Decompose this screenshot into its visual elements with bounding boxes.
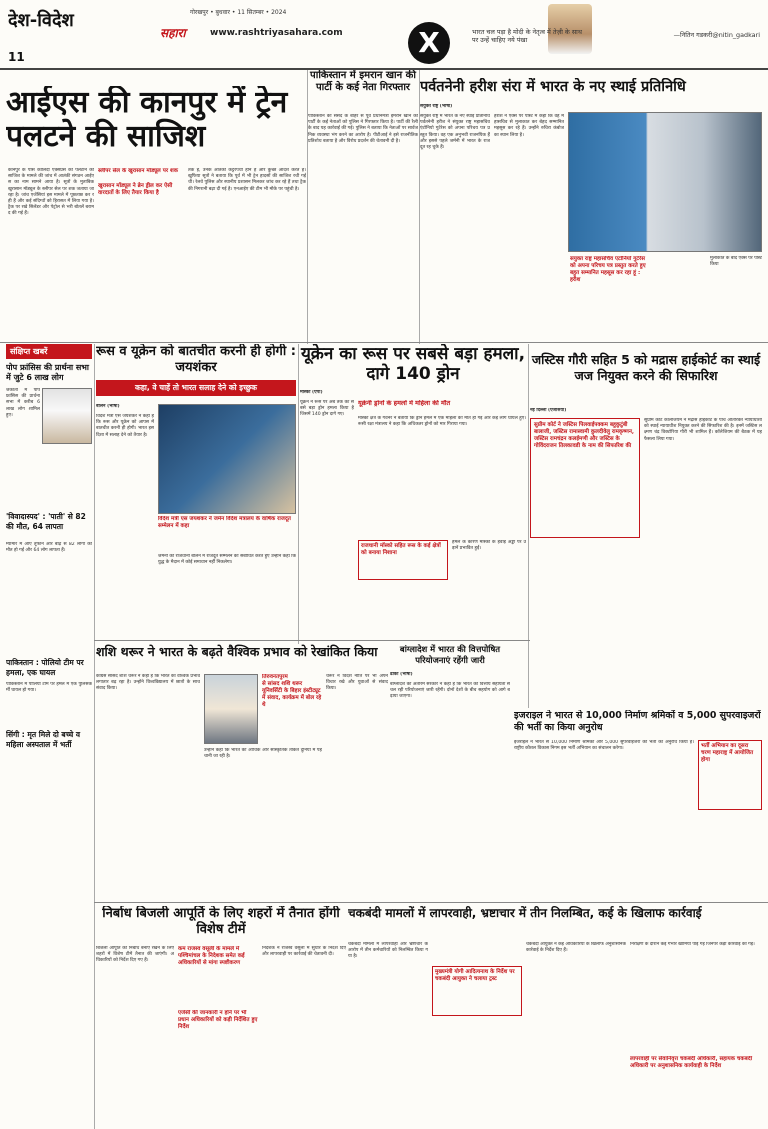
israel-box-text: भर्ती अभियान का दूसरा चरण महाराष्ट्र में आयोजित होगा [701,743,754,763]
justice-dateline: नई दिल्ली (एजेंसियां) [530,408,567,413]
power-headline: निर्बाध बिजली आपूर्ति के लिए शहरों में तैनात होंगी विशेष टीमें [102,906,340,937]
power-story [96,906,346,1126]
tharoor-photo [204,674,258,744]
israel-body-col1: इजराइल ने भारत से 10,000 निर्माण श्रमिकों और 5,000 सुपरवाइजरों की भर्ती का अनुरोध किया है। राष्ट्रीय कौशल विकास निगम इस भर्ती अभियान का संचालन करेगा। [514,740,694,752]
drone-story [300,344,526,634]
briefs-section-bar: संक्षिप्त खबरें [6,344,92,359]
tharoor-caption-title: तिरुवनंतपुरम [262,674,288,680]
tharoor-caption [262,674,322,744]
isis-headline: आईएस की कानपुर में ट्रेन पलटने की साजिश [6,86,288,154]
polio-body: पाकिस्तान में पोलियो टीम पर हमले में एक पुलिसकर्मी घायल हो गया। [6,682,92,694]
column-rule-5 [419,70,420,344]
tharoor-caption-text: से सांसद शशि थरूर यूनिवर्सिटी के बिहार इंस्टीट्यूट में संवाद, कार्यक्रम में बोल रहे थे [262,681,322,708]
drone-headline: यूक्रेन का रूस पर सबसे बड़ा हमला, दागे 140 ड्रोन [300,344,526,384]
bangladesh-dateline: ढाका (भाषा) [390,672,413,677]
russia-story [96,344,296,634]
bangladesh-headline: बांग्लादेश में भारत की वित्तपोषित परियोजनाएं रहेंगी जारी [399,644,501,665]
consolidation-headline: चकबंदी मामलों में लापरवाही, भ्रष्टाचार में तीन निलम्बित, कई के खिलाफ कार्रवाई [348,906,702,920]
consolidation-red-box [630,1056,762,1106]
isis-bullet-2: खुरासान मॉड्यूल ने ब्रेन ड्रील कर ऐसी वारदातों के लिए तैयार किया है [98,183,173,196]
pope-headline: पोप फ्रांसिस की प्रार्थना सभा में जुटे 6 लाख लोग [6,363,89,382]
imran-story [308,70,418,340]
section-title: देश-विदेश [8,10,74,31]
imran-headline: पाकिस्तान में इमरान खान की पार्टी के कई नेता गिरफ्तार [310,70,416,93]
bangladesh-story [390,644,510,894]
consolidation-box [432,966,522,1016]
tharoor-body-col3: थरूर ने विदेश नीति पर भी अपने विचार रखे और युवाओं से संवाद किया। [326,674,388,692]
harish-body-col2: हरीश ने एक्स पर पोस्ट में कहा कि वह महासचिव से मुलाकात कर बेहद सम्मानित महसूस कर रहे हैं। उन्होंने रुचिरा कंबोज का स्थान लिया है। [494,114,564,138]
jaishankar-caption-text: विदेश मंत्री एस जयशंकर ने जर्मन विदेश मंत्रालय के वार्षिक राजदूत सम्मेलन में कहा [158,516,291,529]
tharoor-body-col2: उन्होंने कहा कि भारत की आर्थिक और सांस्कृतिक ताकत दुनिया में पहचानी जा रही है। [204,748,322,760]
flood-body: म्यांमार में आए तूफान और बाढ़ से 82 लोगों की मौत हो गई और 64 लोग लापता हैं। [6,542,92,554]
consolidation-body-col3: निरीक्षण के दौरान कई गंभीर खामियां पाई गईं जिनपर कड़ी कार्रवाई की गई। [630,942,755,947]
isis-body-col1: कानपुर के पास कालिंदी एक्सप्रेस को पलटाने की साजिश के मामले की जांच में आतंकी संगठन आईएस का नाम सामने आया है। सूत्रों के मुताबिक खुरासान मॉड्यूल के स्लीपर सेल पर शक जताया जा रहा है। जांच एजेंसियां इस मामले में पूछताछ कर रही हैं और कई संदिग्धों को हिरासत में लिया गया है। ट्रैक पर रखे सिलेंडर और पेट्रोल से भरी बोतलें बरामद की गई हैं। [8,168,94,217]
consolidation-box-text: मुख्यमंत्री योगी आदित्यनाथ के निर्देश पर चकबंदी आयुक्त ने चलाया ट्रस्ट [435,969,515,982]
drone-body-col3: हमले के कारण मॉस्को के हवाई अड्डों पर उड़ानें प्रभावित हुईं। [452,540,526,552]
header-quote-attribution: —नितिन गडकरी@nitin_gadkari [673,31,760,39]
flood-subhead: 'विवादास्पद' : 'पाती' से 82 की मौत, 64 लापता [6,512,86,531]
justice-body: सुप्रीम कोर्ट कॉलेजियम ने मद्रास हाईकोर्ट के पांच अतिरिक्त न्यायाधीशों को स्थाई न्यायाधीश नियुक्त करने की सिफारिश की है। इनमें जस्टिस लक्ष्मण चंद्र विक्टोरिया गौरी भी शामिल हैं। कॉलेजियम की बैठक में यह फैसला लिया गया। [644,418,762,442]
israel-box [698,740,762,810]
briefs-column [6,344,92,784]
column-rule-1 [94,344,95,1129]
drone-subhead: यूक्रेनी ड्रोनों के हमलों में महिला की मौत [358,400,451,407]
jaishankar-photo [158,404,296,514]
harish-photo-caption: मुलाकात के बाद एक्स पर पोस्ट किया [710,256,762,268]
russia-banner: कहा, वे चाहें तो भारत सलाह देने को इच्छुक [96,380,296,396]
russia-dateline: बर्लिन (भाषा) [96,404,120,409]
power-body-col1: बिजली आपूर्ति को निर्बाध बनाए रखने के लिए शहरों में विशेष टीमें तैनात की जाएंगी। अधिकारियों को निर्देश दिए गए हैं। [96,946,174,964]
row-rule-3 [94,902,768,903]
pope-photo [42,388,92,444]
jaishankar-caption [158,516,296,550]
russia-body-col1: विदेश मंत्री एस जयशंकर ने कहा है कि रूस और यूक्रेन को आपस में बातचीत करनी ही होगी। भारत इस दिशा में सलाह देने को तैयार है। [96,414,154,438]
tharoor-headline: शशि थरूर ने भारत के बढ़ते वैश्विक प्रभाव को रेखांकित किया [96,644,378,659]
power-box-2-text: एजेंसी की जानकारी न होने पर भी प्रधान अधिकारियों को कड़ी निर्देशित हुए निर्देश [178,1010,258,1030]
russia-headline: रूस व यूक्रेन को बातचीत करनी ही होगी : जयशंकर [96,344,296,375]
israel-headline: इजराइल ने भारत से 10,000 निर्माण श्रमिकों व 5,000 सुपरवाइजरों की भर्ती का किया अनुरोध [514,710,761,733]
drone-highlight-text: राजधानी मॉस्को सहित रूस के कई क्षेत्रों को बनाया निशाना [361,543,441,556]
drone-highlight-box [358,540,448,580]
israel-story [514,710,762,910]
drone-body-col2: मॉस्को क्षेत्र के गवर्नर ने बताया कि ड्रोन हमले में एक महिला की मौत हो गई और कई लोग घायल हुए। रूसी रक्षा मंत्रालय ने कहा कि अधिकतर ड्रोनों को मार गिराया गया। [358,416,526,428]
column-rule-4 [307,70,308,344]
x-logo-icon: X [408,22,450,64]
consolidation-story [348,906,762,1126]
date-line: गोरखपुर • बुधवार • 11 सितम्बर • 2024 [190,9,287,16]
column-rule-3 [528,344,529,708]
tharoor-story [96,644,388,894]
header-quote: भारत चल पड़ा है मोदी के नेतृत्व में तेज़ी के साथ पर उन्हें चाहिए नये पंखा [472,28,582,44]
isis-bullet-box [98,168,184,318]
justice-box [530,418,640,538]
power-box-1-text: कम राजस्व वसूली के मामले में पश्चिमांचल के निदेशक समेत कई अधिकारियों से मांगा स्पष्टीकरण [178,946,245,966]
tharoor-body-col1: कांग्रेस सांसद शशि थरूर ने कहा है कि भारत का वैश्विक प्रभाव लगातार बढ़ रहा है। उन्होंने विश्वविद्यालय में छात्रों के साथ संवाद किया। [96,674,200,692]
russia-body-col2: जर्मनी की राजधानी बर्लिन में राजदूत सम्मेलन को संबोधित करते हुए उन्होंने कहा कि युद्ध के मैदान में कोई समाधान नहीं निकलेगा। [158,554,296,566]
paper-logo: सहारा [160,26,186,40]
harish-body-col1: संयुक्त राष्ट्र में भारत के नए स्थाई प्रतिनिधि पर्वतनेनी हरीश ने संयुक्त राष्ट्र महासचिव एंटोनियो गुटेरेस को अपना परिचय पत्र प्रस्तुत किया। वह एक अनुभवी राजनयिक हैं और इससे पहले जर्मनी में भारत के राजदूत रह चुके हैं। [420,114,490,151]
power-body-col2: निदेशक ने राजस्व वसूली में सुधार के निर्देश दिए और लापरवाही पर कार्रवाई की चेतावनी दी। [262,946,346,958]
page-number: 11 [8,50,25,64]
power-box-1 [178,946,258,1006]
imran-body: पाकिस्तान की संसद के बाहर से पूर्व प्रधानमंत्री इमरान खान की पार्टी के कई नेताओं को पुलिस ने गिरफ्तार किया है। पार्टी की रैली के बाद यह कार्रवाई की गई। पुलिस ने बताया कि नेताओं पर सार्वजनिक व्यवस्था भंग करने का आरोप है। पीटीआई ने इसे राजनीतिक प्रतिशोध बताया है और विरोध प्रदर्शन की चेतावनी दी है। [308,114,418,144]
drone-subhead-box [358,400,526,414]
justice-story [530,352,762,712]
isis-body-col2: तक हैं, उनके आतंकी कट्टरपंथी होने हैं और कुच्छ आदेश करते हैं। खुफिया सूत्रों ने बताया कि पूर्व में भी ट्रेन हादसों की साजिश रची गई थी। रेलवे पुलिस और स्थानीय प्रशासन मिलकर जांच कर रहे हैं तथा ट्रैक की निगरानी बढ़ा दी गई है। एनआईए की टीम भी मौके पर पहुंची है। [188,168,306,192]
column-rule-2 [298,344,299,644]
drone-dateline: मॉस्को (एपी) [300,390,323,395]
harish-dateline: संयुक्त राष्ट्र (भाषा) [420,104,453,109]
harish-story [420,78,762,348]
drone-body-col1: यूक्रेन ने रूस पर अब तक का सबसे बड़ा ड्रोन हमला किया है जिसमें 140 ड्रोन दागे गए। [300,400,354,418]
pope-body: जकार्ता में पोप फ्रांसिस की प्रार्थना सभा में करीब 6 लाख लोग शामिल हुए। [6,388,40,418]
justice-headline: जस्टिस गौरी सहित 5 को मद्रास हाईकोर्ट का स्थाई जज नियुक्त करने की सिफारिश [531,352,761,383]
justice-box-text: सुप्रीम कोर्ट ने जस्टिस पिलवाईपक्कम बहुकुटुंबी बालाजी, जस्टिस रामास्वामी कुलदीवेलु रामकृष्णन, जस्टिस रामचंद्रन कलईमणी और जस्टिस के गोविंदराजन तिलकावडी के नाम की सिफारिश की [534,422,634,449]
un-meeting-photo [568,112,762,252]
harish-headline: पर्वतनेनी हरीश संरा में भारत के नए स्थाई प्रतिनिधि [420,79,686,95]
row-rule-2 [94,640,530,641]
isis-bullet-1: स्लीपर सेल के खुरासान मॉड्यूल पर शक [98,168,178,174]
masthead [0,0,768,70]
isis-story [6,86,306,336]
power-box-2 [178,1010,258,1070]
harish-caption [570,256,650,326]
ship-subhead: सिंगी : मृत मिले दो बच्चे व महिला अस्पताल में भर्ती [6,730,81,749]
website: www.rashtriyasahara.com [210,28,343,38]
consolidation-red-box-text: लापरवाही पर सेवानिवृत्त चकबंदी अधिकारी, सहायक चकबंदी अधिकारी पर अनुशासनिक कार्यवाही के निर्देश [630,1056,753,1069]
polio-subhead: पाकिस्तान : पोलियो टीम पर हमला, एक घायल [6,658,84,677]
consolidation-body-col1: चकबंदी मामलों में लापरवाही और भ्रष्टाचार के आरोप में तीन कर्मचारियों को निलम्बित किया गया है। [348,942,428,960]
row-rule-1 [0,342,768,343]
consolidation-body-col2: चकबंदी आयुक्त ने कई अधिकारियों के खिलाफ अनुशासनिक कार्रवाई के निर्देश दिए हैं। [526,942,626,954]
harish-caption-text: संयुक्त राष्ट्र महासचिव एंटोनियो गुटेरेस को अपना परिचय पत्र प्रस्तुत करते हुए बहुत सम्मानित महसूस कर रहा हूं : हरीश [570,256,646,283]
bangladesh-body: बांग्लादेश की अंतरिम सरकार ने कहा है कि भारत की वित्तीय सहायता से चल रही परियोजनाएं जारी रहेंगी। दोनों देशों के बीच सहयोग को आगे बढ़ाया जाएगा। [390,682,510,700]
